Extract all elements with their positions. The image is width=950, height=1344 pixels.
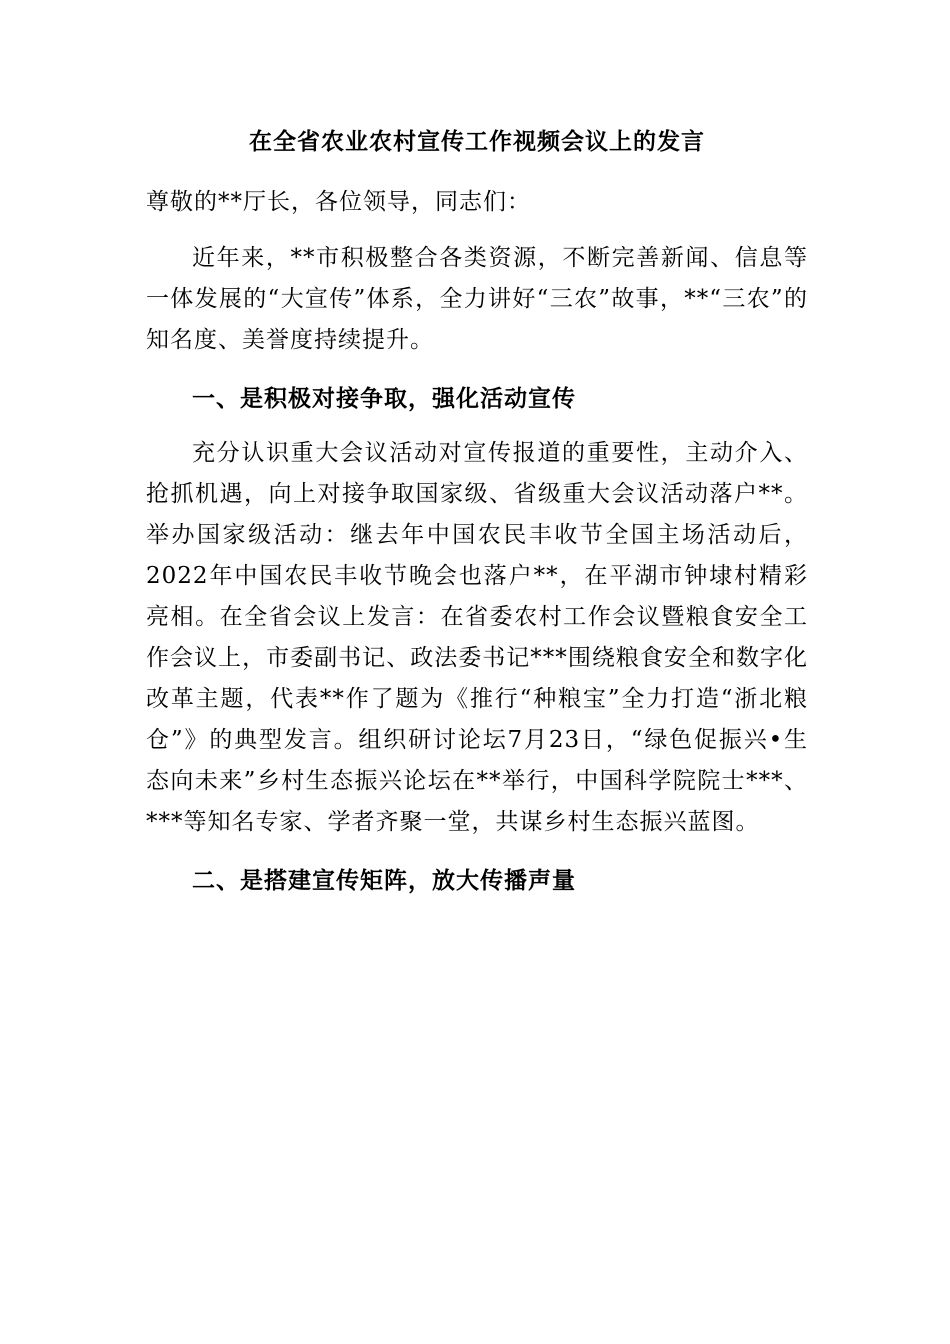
salutation: 尊敬的**厅长，各位领导，同志们：: [146, 189, 531, 215]
document-content: [146, 118, 808, 905]
intro-paragraph: 近年来，**市积极整合各类资源，不断完善新闻、信息等一体发展的“大宣传”体系，全力讲好“三农”故事，**“三农”的知名度、美誉度持续提升。: [146, 245, 808, 353]
section-heading-1: 一、是积极对接争取，强化活动宣传: [192, 385, 576, 412]
section-body-1: 充分认识重大会议活动对宣传报道的重要性，主动介入、抢抓机遇，向上对接争取国家级、省级重大会议活动落户**。举办国家级活动：继去年中国农民丰收节全国主场活动后，2022年中国农民丰收节晚会也落户**，在平湖市钟埭村精彩亮相。在全省会议上发言：在省委农村工作会议暨粮食安全工作会议上，市委副书记、政法委书记***围绕粮食安全和数字化改革主题，代表**作了题为《推行“种粮宝”全力打造“浙北粮仓”》的典型发言。组织研讨论坛7月23日，“绿色促振兴•生态向未来”乡村生态振兴论坛在**举行，中国科学院院士***、***等知名专家、学者齐聚一堂，共谋乡村生态振兴蓝图。: [146, 440, 808, 835]
section-heading-2: 二、是搭建宣传矩阵，放大传播声量: [192, 867, 576, 894]
document-title: 在全省农业农村宣传工作视频会议上的发言: [249, 128, 705, 155]
